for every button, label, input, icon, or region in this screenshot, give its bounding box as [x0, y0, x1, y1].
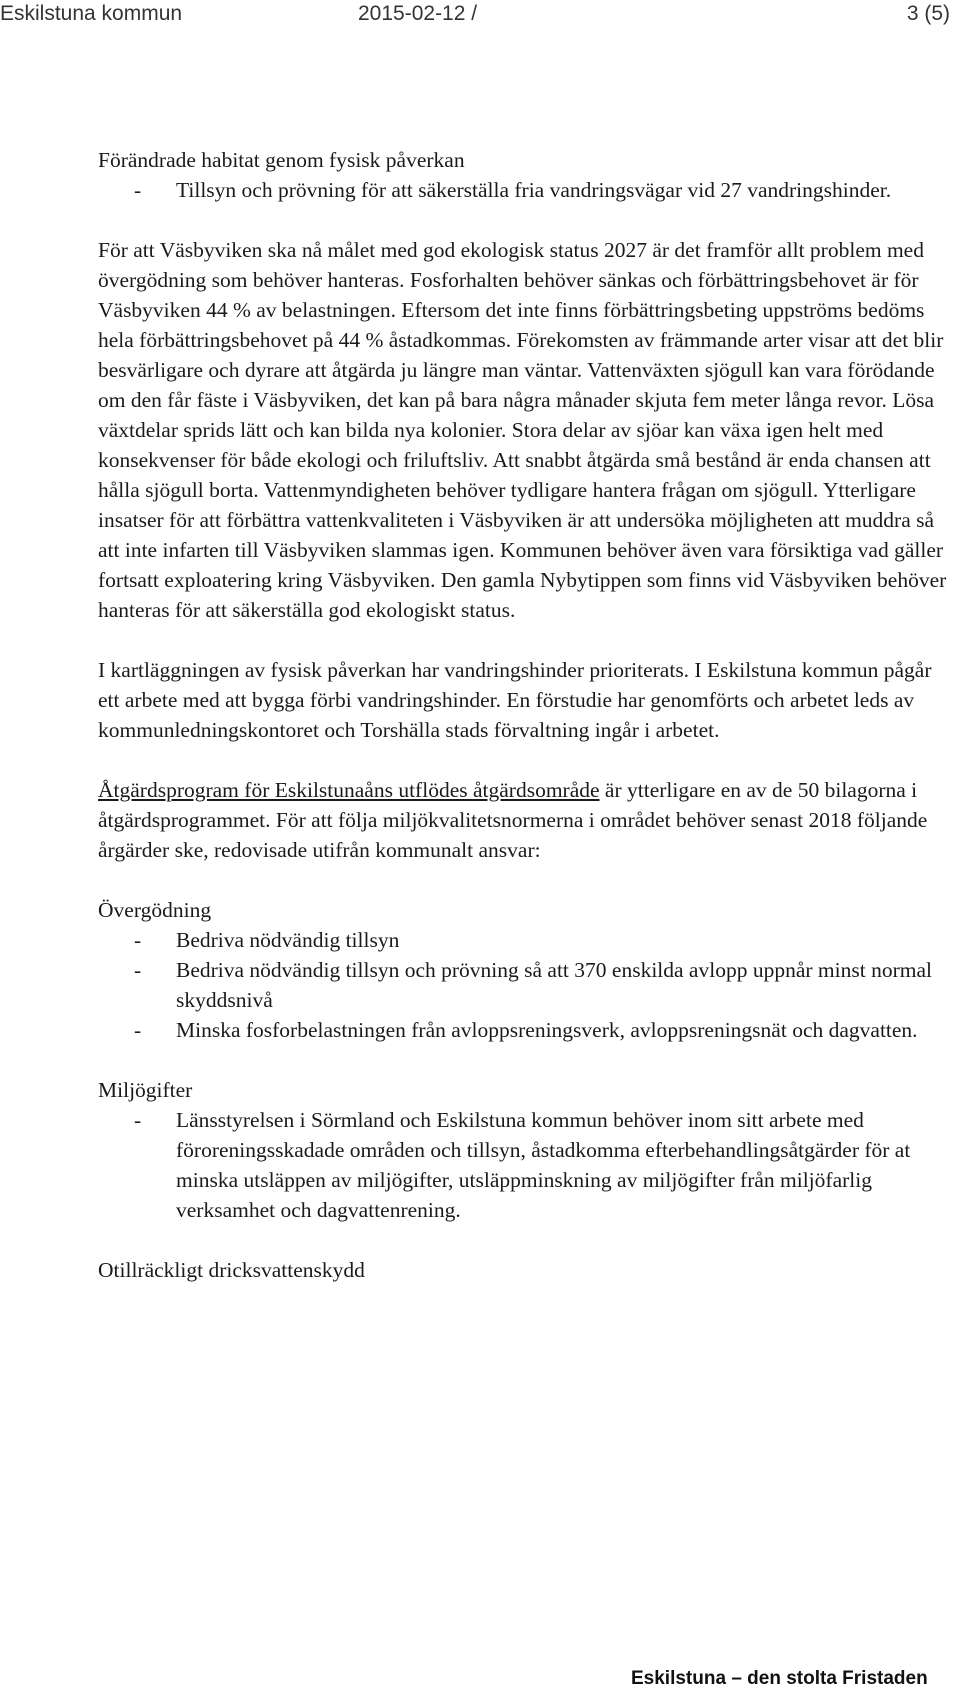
page-header [0, 0, 960, 30]
section-title-dricksvatten: Otillräckligt dricksvattenskydd [98, 1258, 365, 1282]
overgodning-list [98, 925, 958, 1045]
list-item: - Tillsyn och prövning för att säkerställa fria vandringsvägar vid 27 vandringshinder. [98, 175, 958, 205]
atgardsprogram-link[interactable]: Åtgärdsprogram för Eskilstunaåns utflödes åtgärdsområde [98, 778, 600, 802]
section-title-miljogifter: Miljögifter [98, 1078, 193, 1102]
paragraph-atgardsprogram [98, 775, 958, 865]
header-date: 2015-02-12 / [358, 2, 478, 25]
spacer [98, 745, 958, 775]
list-item: - Bedriva nödvändig tillsyn och prövning så att 370 enskilda avlopp uppnår minst normal skyddsnivå [98, 955, 958, 1015]
header-page-number: 3 (5) [906, 2, 950, 25]
paragraph-rest: är ytterligare en av de 50 bilagorna i åtgärdsprogrammet. För att följa miljökvalitetsnormerna i området behöver senast 2018 följande årgärder ske, redovisade utifrån kommunalt ansvar: [98, 778, 928, 862]
list-item: - Minska fosforbelastningen från avloppsreningsverk, avloppsreningsnät och dagvatten. [98, 1015, 958, 1045]
list-item: - Bedriva nödvändig tillsyn [98, 925, 958, 955]
document-body [98, 145, 958, 1285]
header-organization: Eskilstuna kommun [0, 2, 183, 25]
paragraph-kartlaggning: I kartläggningen av fysisk påverkan har vandringshinder prioriterats. I Eskilstuna kommun pågår ett arbete med att bygga förbi vandringshinder. En förstudie har genomförts och arbetet leds av kommunledningskontoret och Torshälla stads förvaltning ingår i arbetet. [98, 658, 932, 742]
spacer [98, 205, 958, 235]
spacer [98, 865, 958, 895]
list-item: - Länsstyrelsen i Sörmland och Eskilstuna kommun behöver inom sitt arbete med föroreningsskadade områden och tillsyn, åstadkomma efterbehandlingsåtgärder för at minska utsläppen av miljögifter, utsläppminskning av miljögifter från miljöfarlig verksamhet och dagvattenrening. [98, 1105, 958, 1225]
habitat-list [98, 175, 958, 205]
section-title-overgodning: Övergödning [98, 898, 212, 922]
footer-slogan: Eskilstuna – den stolta Fristaden [631, 1668, 928, 1689]
spacer [98, 1045, 958, 1075]
spacer [98, 625, 958, 655]
paragraph-vasbyviken: För att Väsbyviken ska nå målet med god ekologisk status 2027 är det framför allt problem med övergödning som behöver hanteras. Fosforhalten behöver sänkas och förbättringsbehovet är för Väsbyviken 44 % av belastningen. Eftersom det inte finns förbättringsbeting uppströms bedöms hela förbättringsbehovet på 44 % åstadkommas. Förekomsten av främmande arter visar att det blir besvärligare och dyrare att åtgärda ju längre man väntar. Vattenväxten sjögull kan vara förödande om den får fäste i Väsbyviken, det kan på bara några månader skjuta fem meter långa revor. Lösa växtdelar sprids lätt och kan bilda nya kolonier. Stora delar av sjöar kan växa igen helt med konsekvenser för både ekologi och friluftsliv. Att snabbt åtgärda små bestånd är enda chansen att hålla sjögull borta. Vattenmyndigheten behöver tydligare hantera frågan om sjögull. Ytterligare insatser för att förbättra vattenkvaliteten i Väsbyviken är att undersöka möjligheten att muddra så att inte infarten till Väsbyviken slammas igen. Kommunen behöver även vara försiktiga vad gäller fortsatt exploatering kring Väsbyviken. Den gamla Nybytippen som finns vid Väsbyviken behöver hanteras för att säkerställa god ekologiskt status. [98, 238, 947, 622]
section-title-habitat: Förändrade habitat genom fysisk påverkan [98, 148, 465, 172]
spacer [98, 1225, 958, 1255]
miljogifter-list [98, 1105, 958, 1225]
